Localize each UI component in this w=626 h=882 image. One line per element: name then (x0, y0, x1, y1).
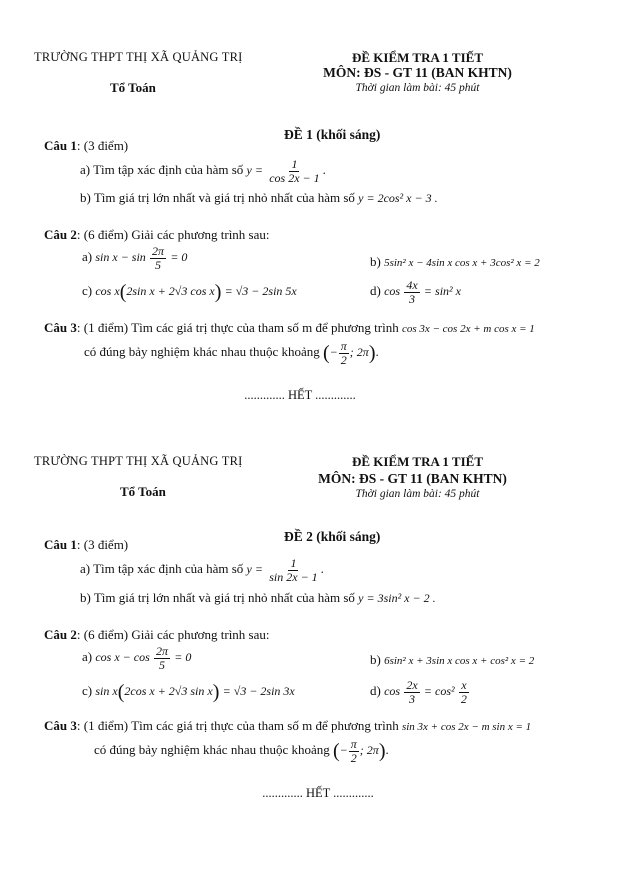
time-limit: Thời gian làm bài: 45 phút (355, 82, 480, 94)
question-2d-right: = sin² x (423, 284, 461, 299)
question-2c-expr-right: = √3 − 2sin 3x (222, 683, 295, 698)
fraction-numerator: 1 (291, 157, 298, 171)
question-2b-expression: 5sin² x − 4sin x cos x + 3cos² x = 2 (384, 257, 540, 269)
fraction-numerator: π (340, 339, 347, 353)
open-paren: ( (333, 740, 340, 763)
question-2b-label: b) (370, 254, 381, 269)
question-2d-label: d) (370, 683, 381, 699)
interval-minus: − (339, 743, 348, 758)
department: Tổ Toán (120, 484, 166, 499)
fraction-denominator: 5 (155, 257, 162, 272)
close-paren: ) (212, 681, 220, 703)
fraction-denominator: 2 (460, 691, 467, 706)
question-2c-label: c) (82, 682, 93, 698)
question-2b-expression: 6sin² x + 3sin x cos x + cos² x = 2 (384, 655, 535, 667)
question-2-points: : (6 điểm) Giải các phương trình sau: (76, 227, 270, 242)
close-paren: ) (368, 342, 376, 365)
open-paren: ( (119, 281, 127, 303)
fraction-numerator: x (461, 678, 467, 692)
open-paren: ( (323, 342, 330, 365)
question-3-line2: có đúng bảy nghiệm khác nhau thuộc khoảng (− $\frac{\pi}{2}$ ; 2π). (94, 737, 389, 765)
question-1b (80, 190, 438, 206)
question-3-label: Câu 3 (44, 718, 77, 733)
question-3-expression: sin 3x + cos 2x − m sin x = 1 (401, 721, 532, 733)
question-1b-expression: y = 2cos² x − 3 . (358, 191, 438, 205)
question-2a (82, 645, 191, 671)
question-2-points: : (6 điểm) Giải các phương trình sau: (76, 627, 270, 642)
department: Tổ Toán (110, 80, 156, 95)
question-3-line2: có đúng bảy nghiệm khác nhau thuộc khoảng (− $\frac{\pi}{2}$ ; 2π). (84, 339, 379, 367)
fraction-numerator: 2π (152, 244, 165, 258)
question-2-label: Câu 2 (44, 627, 77, 642)
question-1a-y: y = (246, 562, 263, 577)
question-2a-fraction (154, 645, 170, 671)
question-2c-inner: 2sin x + 2√3 cos x (126, 283, 215, 298)
question-2d-label: d) (370, 283, 381, 299)
time-limit: Thời gian làm bài: 45 phút (355, 488, 480, 500)
test-title: ĐỀ KIỂM TRA 1 TIẾT (351, 50, 483, 65)
question-2c-inner: 2cos x + 2√3 sin x (124, 683, 213, 698)
interval-minus: − (329, 345, 338, 360)
fraction-denominator: sin 2x − 1 (269, 569, 318, 584)
question-1-heading (44, 138, 128, 154)
question-2d-fraction-2 (459, 679, 469, 705)
question-3-text: : (1 điểm) Tìm các giá trị thực của tham số m để phương trình (76, 718, 399, 733)
school-name: TRƯỜNG THPT THỊ XÃ QUẢNG TRỊ (34, 454, 243, 468)
question-2-heading (44, 227, 270, 243)
question-1b-text: b) Tìm giá trị lớn nhất và giá trị nhỏ nhất của hàm số (80, 590, 355, 605)
fraction-numerator: 2x (406, 678, 418, 692)
question-2d (370, 679, 470, 705)
question-2d-left: cos (384, 284, 401, 299)
end-marker: ............. HẾT ............. (262, 786, 374, 800)
question-2-label: Câu 2 (44, 227, 77, 242)
question-3 (44, 320, 535, 336)
question-3-line2-text: có đúng bảy nghiệm khác nhau thuộc khoảng (94, 742, 330, 758)
open-paren: ( (117, 681, 125, 703)
question-1-points: : (3 điểm) (76, 537, 129, 552)
close-paren: ) (214, 281, 222, 303)
fraction-numerator: π (350, 737, 357, 751)
question-2b (370, 652, 534, 668)
test-code: ĐỀ 2 (khối sáng) (284, 529, 381, 544)
question-2a (82, 245, 187, 271)
question-2b (370, 254, 540, 270)
fraction-numerator: 1 (290, 556, 297, 570)
question-2a-label: a) (82, 649, 93, 665)
question-2a-left: sin x − sin (95, 250, 146, 265)
question-1a-fraction (267, 158, 321, 184)
test-code: ĐỀ 1 (khối sáng) (284, 127, 381, 142)
subject: MÔN: ĐS - GT 11 (BAN KHTN) (323, 65, 512, 80)
question-2a-label: a) (82, 249, 93, 265)
fraction-denominator: 3 (409, 691, 415, 706)
end-marker: ............. HẾT ............. (244, 388, 356, 402)
question-2-heading (44, 627, 270, 643)
question-3-label: Câu 3 (44, 320, 77, 335)
question-2c (82, 682, 295, 702)
question-1-label: Câu 1 (44, 138, 77, 153)
question-2c-expr-left: cos x (95, 283, 120, 298)
question-1a-fraction (267, 557, 319, 583)
question-3-text: : (1 điểm) Tìm các giá trị thực của tham số m để phương trình (76, 320, 399, 335)
fraction-denominator: 2 (340, 352, 347, 367)
question-1a: a) Tìm tập xác định của hàm số y = $\frac{1}{\sin 2x - 1}$ . (80, 556, 324, 584)
interval-end: ; 2π (349, 345, 369, 360)
test-title: ĐỀ KIỂM TRA 1 TIẾT (351, 454, 483, 469)
question-1-points: : (3 điểm) (76, 138, 129, 153)
question-2d-left: cos (384, 684, 401, 699)
interval-fraction (349, 738, 359, 764)
interval-end: ; 2π (359, 743, 379, 758)
question-3 (44, 718, 531, 734)
question-2d-fraction (404, 679, 419, 705)
close-paren: ) (378, 740, 386, 763)
fraction-denominator: 2 (350, 750, 357, 765)
fraction-denominator: 5 (159, 657, 166, 672)
fraction-denominator: cos 2x − 1 (269, 170, 320, 185)
question-1b (80, 590, 436, 606)
question-2c-expr-left: sin x (95, 683, 118, 698)
school-name: TRƯỜNG THPT THỊ XÃ QUẢNG TRỊ (34, 50, 243, 64)
question-2c-expr-right: = √3 − 2sin 5x (224, 283, 297, 298)
question-1a-text: a) Tìm tập xác định của hàm số (80, 162, 244, 178)
question-2a-fraction (150, 245, 166, 271)
fraction-denominator: 3 (409, 291, 415, 306)
question-2c (82, 282, 297, 302)
question-2d-fraction (404, 279, 419, 305)
question-1a: a) Tìm tập xác định của hàm số y = $\frac{1}{\cos 2x - 1}$ . (80, 157, 326, 185)
question-2a-right: = 0 (170, 250, 188, 265)
question-1-label: Câu 1 (44, 537, 77, 552)
fraction-numerator: 4x (406, 278, 418, 292)
question-2d (370, 279, 461, 305)
question-1b-text: b) Tìm giá trị lớn nhất và giá trị nhỏ nhất của hàm số (80, 190, 355, 205)
question-3-line2-text: có đúng bảy nghiệm khác nhau thuộc khoảng (84, 344, 320, 360)
interval-fraction (339, 340, 349, 366)
question-1a-y: y = (246, 163, 263, 178)
question-2a-right: = 0 (174, 650, 192, 665)
fraction-numerator: 2π (156, 644, 169, 658)
question-1-heading (44, 537, 128, 553)
question-1a-text: a) Tìm tập xác định của hàm số (80, 561, 244, 577)
question-2d-right: = cos² (423, 684, 455, 699)
question-2a-left: cos x − cos (95, 650, 150, 665)
question-1b-expression: y = 3sin² x − 2 . (358, 591, 436, 605)
question-3-expression: cos 3x − cos 2x + m cos x = 1 (401, 323, 535, 335)
subject: MÔN: ĐS - GT 11 (BAN KHTN) (318, 471, 507, 486)
question-2c-label: c) (82, 282, 93, 298)
question-2b-label: b) (370, 652, 381, 667)
